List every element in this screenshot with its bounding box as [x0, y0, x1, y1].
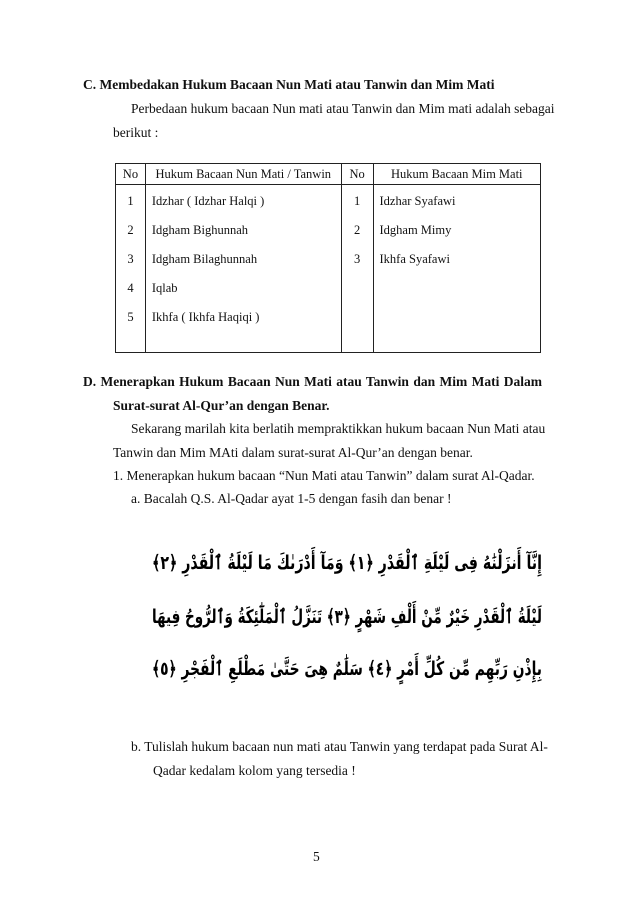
- nun-number: 4: [127, 281, 134, 295]
- nun-number: 3: [127, 252, 134, 266]
- nun-number: 5: [127, 310, 134, 324]
- mim-number: 2: [353, 223, 361, 237]
- list-item-1: 1. Menerapkan hukum bacaan “Nun Mati atau Tanwin” dalam surat Al-Qadar.: [113, 468, 535, 483]
- mim-item: Ikhfa Syafawi: [379, 252, 450, 266]
- section-c-paragraph-line1: Perbedaan hukum bacaan Nun mati atau Tanwin dan Mim mati adalah sebagai: [131, 101, 555, 116]
- nun-number-column: [116, 185, 146, 353]
- page-number: 5: [313, 849, 320, 864]
- nun-number: 1: [127, 194, 134, 208]
- list-item-b-line2: Qadar kedalam kolom yang tersedia !: [153, 763, 356, 778]
- quran-line-3: بِإِذْنِ رَبِّهِم مِّن كُلِّ أَمْرٍ ﴿٤﴾ سَلَٰمٌ هِىَ حَتَّىٰ مَطْلَعِ ٱلْفَجْرِ ﴿٥﴾: [152, 658, 602, 680]
- quran-line-1: إِنَّآ أَنزَلْنَٰهُ فِى لَيْلَةِ ٱلْقَدْرِ ﴿١﴾ وَمَآ أَدْرَىٰكَ مَا لَيْلَةُ ٱلْقَدْرِ ﴿٢﴾: [152, 552, 603, 574]
- mim-number: 3: [353, 252, 361, 266]
- section-d-heading-line1: D. Menerapkan Hukum Bacaan Nun Mati atau Tanwin dan Mim Mati Dalam: [83, 374, 542, 389]
- mim-number: 1: [353, 194, 361, 208]
- mim-item: Idgham Mimy: [379, 223, 452, 237]
- header-nun-mati: Hukum Bacaan Nun Mati / Tanwin: [145, 164, 341, 185]
- hukum-bacaan-table: [115, 163, 541, 353]
- mim-items-column: [373, 185, 541, 353]
- table-row: [116, 185, 541, 353]
- section-c-paragraph-line2: berikut :: [113, 125, 159, 140]
- arabic-calligraphy: [148, 533, 624, 691]
- section-c-heading: C. Membedakan Hukum Bacaan Nun Mati atau Tanwin dan Mim Mati: [83, 77, 495, 92]
- nun-items-column: [145, 185, 341, 353]
- mim-item: Idzhar Syafawi: [379, 194, 456, 208]
- table-header-row: [116, 164, 541, 185]
- quran-line-2: لَيْلَةُ ٱلْقَدْرِ خَيْرٌ مِّنْ أَلْفِ شَهْرٍ ﴿٣﴾ تَنَزَّلُ ٱلْمَلَٰٓئِكَةُ وَٱلرُّوحُ فِيهَا: [152, 606, 624, 628]
- nun-item: Idgham Bilaghunnah: [151, 252, 258, 266]
- list-item-a: a. Bacalah Q.S. Al-Qadar ayat 1-5 dengan fasih dan benar !: [131, 491, 452, 506]
- quran-verses-al-qadr: [148, 533, 624, 691]
- nun-item: Idzhar ( Idzhar Halqi ): [151, 194, 265, 208]
- header-no-nun: No: [116, 164, 146, 185]
- section-d-heading-line2: Surat-surat Al-Qur’an dengan Benar.: [113, 398, 330, 413]
- section-d-paragraph-line2: Tanwin dan Mim MAti dalam surat-surat Al-Qur’an dengan benar.: [113, 445, 473, 460]
- mim-number-column: [341, 185, 373, 353]
- header-no-mim: No: [341, 164, 373, 185]
- section-d-paragraph-line1: Sekarang marilah kita berlatih mempraktikkan hukum bacaan Nun Mati atau: [131, 421, 546, 436]
- nun-item: Ikhfa ( Ikhfa Haqiqi ): [151, 310, 260, 324]
- nun-number: 2: [127, 223, 134, 237]
- nun-item: Iqlab: [151, 281, 178, 295]
- nun-item: Idgham Bighunnah: [151, 223, 249, 237]
- list-item-b-line1: b. Tulislah hukum bacaan nun mati atau Tanwin yang terdapat pada Surat Al-: [131, 739, 548, 754]
- header-mim-mati: Hukum Bacaan Mim Mati: [373, 164, 541, 185]
